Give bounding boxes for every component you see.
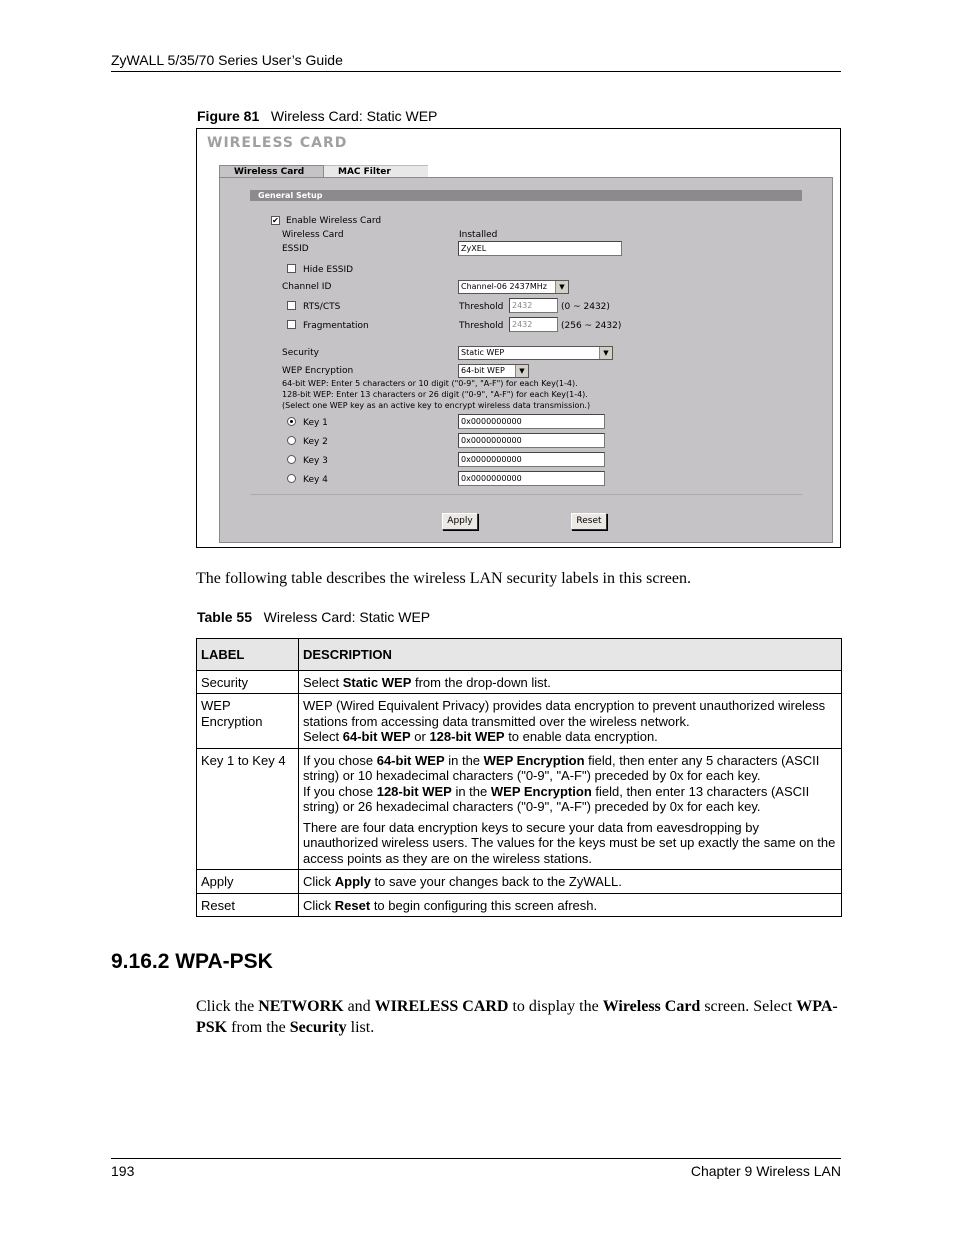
key1-input[interactable]: 0x0000000000 [458, 414, 605, 429]
wep-encryption-select[interactable] [458, 364, 529, 378]
hide-essid-checkbox[interactable] [287, 264, 296, 273]
table-caption [197, 609, 430, 625]
tab-wireless-card[interactable]: Wireless Card [219, 165, 324, 177]
table-row [197, 748, 842, 870]
enable-wireless-label: Enable Wireless Card [286, 216, 382, 226]
table-row [197, 694, 842, 749]
row-description: Click Apply to save your changes back to the ZyWALL. [299, 870, 842, 894]
header-description: DESCRIPTION [299, 639, 842, 671]
table-row [197, 893, 842, 917]
figure-label: Figure 81 [197, 108, 260, 124]
general-setup-bar: General Setup [250, 190, 802, 201]
frag-threshold-input[interactable]: 2432 [509, 317, 558, 332]
figure-caption [197, 108, 437, 124]
row-description: WEP (Wired Equivalent Privacy) provides data encryption to prevent unauthorized wireless stations from accessing data transmitted over the wireless network. Select 64-bit WEP or 128-bit WEP to enable data encryption. [299, 694, 842, 749]
row-label: Security [197, 670, 299, 694]
frag-range: (256 ~ 2432) [561, 321, 622, 331]
hint-active-key: (Select one WEP key as an active key to encrypt wireless data transmission.) [282, 401, 591, 410]
figure-screenshot [196, 128, 841, 548]
apply-button[interactable]: Apply [442, 513, 478, 530]
chevron-down-icon: ▼ [599, 347, 612, 359]
hide-essid-label: Hide ESSID [303, 265, 354, 275]
key3-input[interactable]: 0x0000000000 [458, 452, 605, 467]
chevron-down-icon: ▼ [515, 365, 528, 377]
table-header-row [197, 639, 842, 671]
key1-label: Key 1 [303, 418, 328, 428]
screen-title: WIRELESS CARD [207, 135, 348, 151]
wep-encryption-value: 64-bit WEP [461, 366, 505, 375]
key4-input[interactable]: 0x0000000000 [458, 471, 605, 486]
description-table [196, 638, 842, 917]
row-label: Apply [197, 870, 299, 894]
key4-label: Key 4 [303, 475, 328, 485]
table-row [197, 870, 842, 894]
row-label: WEP Encryption [197, 694, 299, 749]
tab-mac-filter[interactable]: MAC Filter [324, 165, 428, 177]
running-header: ZyWALL 5/35/70 Series User’s Guide [111, 52, 343, 68]
hint-64bit: 64-bit WEP: Enter 5 characters or 10 digit ("0-9", "A-F") for each Key(1-4). [282, 379, 578, 388]
table-title: Wireless Card: Static WEP [263, 609, 431, 625]
panel-divider [250, 494, 802, 495]
key2-radio[interactable] [287, 436, 296, 445]
rts-threshold-label: Threshold [459, 302, 504, 312]
essid-input[interactable]: ZyXEL [458, 241, 622, 256]
wireless-card-label: Wireless Card [282, 230, 344, 240]
fragmentation-label: Fragmentation [303, 321, 369, 331]
section-heading: 9.16.2 WPA-PSK [111, 950, 273, 973]
row-description: If you chose 64-bit WEP in the WEP Encryption field, then enter any 5 characters (ASCII string) or 10 hexadecimal characters ("0-9", "A-F") preceded by 0x for each key. If you chose 128-bit WEP in the WEP Encryption field, then enter 13 characters (ASCII string) or 26 hexadecimal characters ("0-9", "A-F") preceded by 0x for each key. There are four data encryption keys to secure your data from eavesdropping by unauthorized wireless users. The values for the keys must be set up exactly the same on the access points as they are on the wireless stations. [299, 748, 842, 870]
key1-radio[interactable] [287, 417, 296, 426]
header-rule [111, 71, 841, 72]
channel-label: Channel ID [282, 282, 332, 292]
rts-threshold-input[interactable]: 2432 [509, 298, 558, 313]
key3-radio[interactable] [287, 455, 296, 464]
settings-panel [219, 177, 833, 543]
fragmentation-checkbox[interactable] [287, 320, 296, 329]
figure-title: Wireless Card: Static WEP [270, 108, 438, 124]
row-description: Click Reset to begin configuring this screen afresh. [299, 893, 842, 917]
intro-paragraph: The following table describes the wireless LAN security labels in this screen. [196, 570, 691, 587]
key4-radio[interactable] [287, 474, 296, 483]
enable-wireless-checkbox[interactable]: ✔ [272, 216, 279, 225]
table-row [197, 670, 842, 694]
chapter-title: Chapter 9 Wireless LAN [690, 1163, 841, 1179]
page-number: 193 [111, 1163, 135, 1179]
row-label: Reset [197, 893, 299, 917]
wep-encryption-label: WEP Encryption [282, 366, 354, 376]
section-paragraph: Click the NETWORK and WIRELESS CARD to display the Wireless Card screen. Select WPA-PSK from the Security list. [196, 998, 838, 1036]
key2-label: Key 2 [303, 437, 328, 447]
security-select[interactable] [458, 346, 613, 360]
channel-value: Channel-06 2437MHz [461, 282, 547, 291]
header-label: LABEL [197, 639, 299, 671]
rts-cts-checkbox[interactable] [287, 301, 296, 310]
security-label: Security [282, 348, 319, 358]
reset-button[interactable]: Reset [571, 513, 607, 530]
rts-range: (0 ~ 2432) [561, 302, 610, 312]
row-description: Select Static WEP from the drop-down list. [299, 670, 842, 694]
chevron-down-icon: ▼ [555, 281, 568, 293]
channel-select[interactable] [458, 280, 569, 294]
rts-cts-label: RTS/CTS [303, 302, 341, 312]
row-label: Key 1 to Key 4 [197, 748, 299, 870]
wireless-card-status: Installed [459, 230, 498, 240]
hint-128bit: 128-bit WEP: Enter 13 characters or 26 digit ("0-9", "A-F") for each Key(1-4). [282, 390, 588, 399]
frag-threshold-label: Threshold [459, 321, 504, 331]
security-value: Static WEP [461, 348, 505, 357]
key2-input[interactable]: 0x0000000000 [458, 433, 605, 448]
footer-rule [111, 1158, 841, 1159]
key3-label: Key 3 [303, 456, 328, 466]
table-label: Table 55 [197, 609, 252, 625]
essid-label: ESSID [282, 244, 309, 254]
